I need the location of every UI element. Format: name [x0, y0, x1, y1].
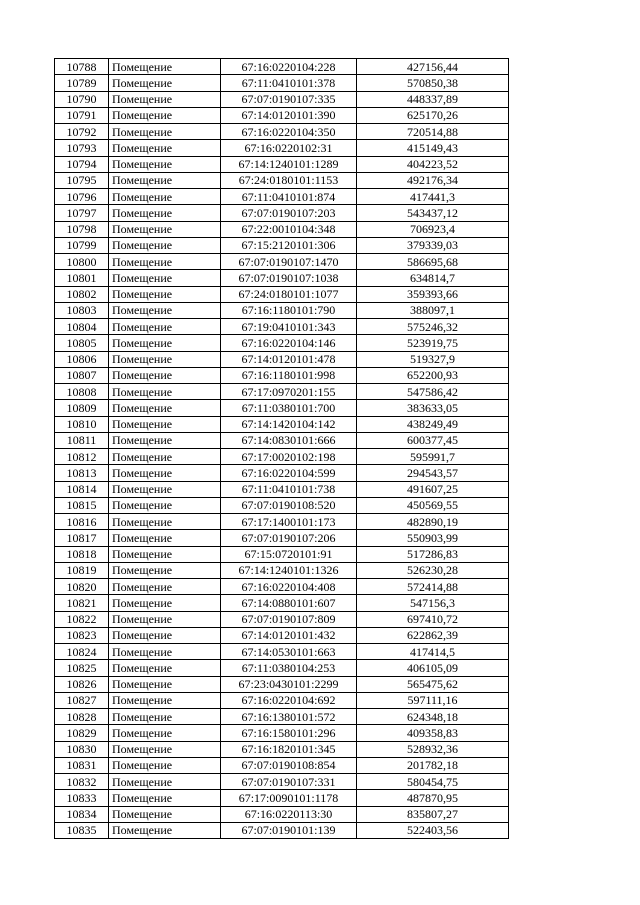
table-row	[55, 579, 509, 595]
object-type-cell: Помещение	[109, 611, 221, 627]
cadastral-value-cell: 427156,44	[357, 59, 509, 75]
object-type-cell: Помещение	[109, 449, 221, 465]
cadastral-value-cell: 201782,18	[357, 757, 509, 773]
object-type-cell: Помещение	[109, 351, 221, 367]
row-number-cell: 10796	[55, 189, 109, 205]
row-number-cell: 10806	[55, 351, 109, 367]
cadastral-value-cell: 404223,52	[357, 156, 509, 172]
object-type-cell: Помещение	[109, 416, 221, 432]
cadastral-value-cell: 379339,03	[357, 237, 509, 253]
cadastral-number-cell: 67:17:0970201:155	[221, 384, 357, 400]
table-row	[55, 367, 509, 383]
cadastral-number-cell: 67:16:0220113:30	[221, 806, 357, 822]
table-row	[55, 757, 509, 773]
row-number-cell: 10805	[55, 335, 109, 351]
cadastral-value-cell: 448337,89	[357, 91, 509, 107]
object-type-cell: Помещение	[109, 514, 221, 530]
cadastral-value-cell: 482890,19	[357, 514, 509, 530]
cadastral-value-cell: 597111,16	[357, 692, 509, 708]
object-type-cell: Помещение	[109, 384, 221, 400]
cadastral-number-cell: 67:16:1180101:998	[221, 367, 357, 383]
table-row	[55, 221, 509, 237]
cadastral-number-cell: 67:14:0120101:390	[221, 107, 357, 123]
row-number-cell: 10791	[55, 107, 109, 123]
object-type-cell: Помещение	[109, 124, 221, 140]
row-number-cell: 10804	[55, 319, 109, 335]
cadastral-value-cell: 575246,32	[357, 319, 509, 335]
object-type-cell: Помещение	[109, 774, 221, 790]
row-number-cell: 10822	[55, 611, 109, 627]
table-row	[55, 400, 509, 416]
table-row	[55, 644, 509, 660]
object-type-cell: Помещение	[109, 432, 221, 448]
row-number-cell: 10792	[55, 124, 109, 140]
table-row	[55, 692, 509, 708]
table-row	[55, 270, 509, 286]
cadastral-number-cell: 67:07:0190108:520	[221, 497, 357, 513]
row-number-cell: 10798	[55, 221, 109, 237]
table-row	[55, 497, 509, 513]
cadastral-number-cell: 67:16:0220104:408	[221, 579, 357, 595]
cadastral-number-cell: 67:22:0010104:348	[221, 221, 357, 237]
table-row	[55, 546, 509, 562]
row-number-cell: 10799	[55, 237, 109, 253]
row-number-cell: 10794	[55, 156, 109, 172]
object-type-cell: Помещение	[109, 627, 221, 643]
cadastral-number-cell: 67:07:0190107:206	[221, 530, 357, 546]
row-number-cell: 10824	[55, 644, 109, 660]
object-type-cell: Помещение	[109, 319, 221, 335]
table-row	[55, 481, 509, 497]
object-type-cell: Помещение	[109, 156, 221, 172]
row-number-cell: 10817	[55, 530, 109, 546]
row-number-cell: 10801	[55, 270, 109, 286]
cadastral-number-cell: 67:11:0380104:253	[221, 660, 357, 676]
object-type-cell: Помещение	[109, 644, 221, 660]
cadastral-value-cell: 652200,93	[357, 367, 509, 383]
cadastral-number-cell: 67:16:0220104:228	[221, 59, 357, 75]
cadastral-number-cell: 67:07:0190101:139	[221, 822, 357, 838]
cadastral-number-cell: 67:16:0220104:692	[221, 692, 357, 708]
object-type-cell: Помещение	[109, 822, 221, 838]
table-row	[55, 741, 509, 757]
row-number-cell: 10802	[55, 286, 109, 302]
cadastral-value-cell: 522403,56	[357, 822, 509, 838]
table-row	[55, 75, 509, 91]
cadastral-number-cell: 67:07:0190107:331	[221, 774, 357, 790]
table-row	[55, 774, 509, 790]
row-number-cell: 10819	[55, 562, 109, 578]
cadastral-value-cell: 517286,83	[357, 546, 509, 562]
object-type-cell: Помещение	[109, 481, 221, 497]
row-number-cell: 10825	[55, 660, 109, 676]
object-type-cell: Помещение	[109, 254, 221, 270]
cadastral-value-cell: 550903,99	[357, 530, 509, 546]
table-row	[55, 140, 509, 156]
cadastral-value-cell: 528932,36	[357, 741, 509, 757]
object-type-cell: Помещение	[109, 660, 221, 676]
object-type-cell: Помещение	[109, 546, 221, 562]
cadastral-value-cell: 835807,27	[357, 806, 509, 822]
cadastral-number-cell: 67:07:0190107:809	[221, 611, 357, 627]
table-row	[55, 676, 509, 692]
table-row	[55, 107, 509, 123]
cadastral-value-cell: 625170,26	[357, 107, 509, 123]
cadastral-value-cell: 492176,34	[357, 172, 509, 188]
table-row	[55, 351, 509, 367]
table-row	[55, 59, 509, 75]
object-type-cell: Помещение	[109, 530, 221, 546]
row-number-cell: 10807	[55, 367, 109, 383]
row-number-cell: 10808	[55, 384, 109, 400]
cadastral-value-cell: 572414,88	[357, 579, 509, 595]
registry-table-body	[55, 59, 509, 839]
table-row	[55, 172, 509, 188]
cadastral-value-cell: 487870,95	[357, 790, 509, 806]
row-number-cell: 10810	[55, 416, 109, 432]
cadastral-number-cell: 67:14:0120101:478	[221, 351, 357, 367]
table-row	[55, 91, 509, 107]
row-number-cell: 10834	[55, 806, 109, 822]
object-type-cell: Помещение	[109, 221, 221, 237]
row-number-cell: 10800	[55, 254, 109, 270]
cadastral-number-cell: 67:16:1820101:345	[221, 741, 357, 757]
object-type-cell: Помещение	[109, 59, 221, 75]
cadastral-value-cell: 438249,49	[357, 416, 509, 432]
cadastral-value-cell: 697410,72	[357, 611, 509, 627]
object-type-cell: Помещение	[109, 725, 221, 741]
table-row	[55, 806, 509, 822]
cadastral-number-cell: 67:17:0020102:198	[221, 449, 357, 465]
cadastral-number-cell: 67:07:0190108:854	[221, 757, 357, 773]
cadastral-value-cell: 565475,62	[357, 676, 509, 692]
object-type-cell: Помещение	[109, 237, 221, 253]
cadastral-value-cell: 526230,28	[357, 562, 509, 578]
cadastral-value-cell: 294543,57	[357, 465, 509, 481]
object-type-cell: Помещение	[109, 91, 221, 107]
table-row	[55, 449, 509, 465]
cadastral-value-cell: 547586,42	[357, 384, 509, 400]
cadastral-number-cell: 67:11:0410101:874	[221, 189, 357, 205]
table-row	[55, 237, 509, 253]
cadastral-number-cell: 67:14:0830101:666	[221, 432, 357, 448]
cadastral-number-cell: 67:14:1240101:1326	[221, 562, 357, 578]
object-type-cell: Помещение	[109, 579, 221, 595]
object-type-cell: Помещение	[109, 806, 221, 822]
table-row	[55, 725, 509, 741]
table-row	[55, 562, 509, 578]
row-number-cell: 10829	[55, 725, 109, 741]
row-number-cell: 10795	[55, 172, 109, 188]
cadastral-value-cell: 359393,66	[357, 286, 509, 302]
row-number-cell: 10818	[55, 546, 109, 562]
object-type-cell: Помещение	[109, 595, 221, 611]
cadastral-number-cell: 67:24:0180101:1077	[221, 286, 357, 302]
object-type-cell: Помещение	[109, 205, 221, 221]
row-number-cell: 10830	[55, 741, 109, 757]
table-row	[55, 465, 509, 481]
row-number-cell: 10828	[55, 709, 109, 725]
object-type-cell: Помещение	[109, 741, 221, 757]
object-type-cell: Помещение	[109, 286, 221, 302]
cadastral-value-cell: 519327,9	[357, 351, 509, 367]
row-number-cell: 10813	[55, 465, 109, 481]
table-row	[55, 319, 509, 335]
row-number-cell: 10820	[55, 579, 109, 595]
cadastral-number-cell: 67:16:1180101:790	[221, 302, 357, 318]
row-number-cell: 10811	[55, 432, 109, 448]
cadastral-value-cell: 570850,38	[357, 75, 509, 91]
row-number-cell: 10831	[55, 757, 109, 773]
row-number-cell: 10815	[55, 497, 109, 513]
cadastral-value-cell: 417414,5	[357, 644, 509, 660]
cadastral-number-cell: 67:23:0430101:2299	[221, 676, 357, 692]
object-type-cell: Помещение	[109, 140, 221, 156]
object-type-cell: Помещение	[109, 790, 221, 806]
table-row	[55, 416, 509, 432]
cadastral-number-cell: 67:15:2120101:306	[221, 237, 357, 253]
cadastral-number-cell: 67:17:1400101:173	[221, 514, 357, 530]
cadastral-number-cell: 67:19:0410101:343	[221, 319, 357, 335]
cadastral-number-cell: 67:16:0220104:350	[221, 124, 357, 140]
row-number-cell: 10797	[55, 205, 109, 221]
object-type-cell: Помещение	[109, 562, 221, 578]
row-number-cell: 10812	[55, 449, 109, 465]
row-number-cell: 10823	[55, 627, 109, 643]
row-number-cell: 10827	[55, 692, 109, 708]
cadastral-value-cell: 417441,3	[357, 189, 509, 205]
object-type-cell: Помещение	[109, 676, 221, 692]
object-type-cell: Помещение	[109, 400, 221, 416]
table-row	[55, 595, 509, 611]
cadastral-value-cell: 409358,83	[357, 725, 509, 741]
cadastral-number-cell: 67:14:1240101:1289	[221, 156, 357, 172]
table-row	[55, 627, 509, 643]
object-type-cell: Помещение	[109, 692, 221, 708]
table-row	[55, 254, 509, 270]
object-type-cell: Помещение	[109, 335, 221, 351]
cadastral-value-cell: 600377,45	[357, 432, 509, 448]
cadastral-number-cell: 67:07:0190107:1470	[221, 254, 357, 270]
object-type-cell: Помещение	[109, 367, 221, 383]
cadastral-number-cell: 67:14:1420104:142	[221, 416, 357, 432]
cadastral-value-cell: 706923,4	[357, 221, 509, 237]
cadastral-value-cell: 580454,75	[357, 774, 509, 790]
row-number-cell: 10793	[55, 140, 109, 156]
cadastral-number-cell: 67:07:0190107:335	[221, 91, 357, 107]
row-number-cell: 10816	[55, 514, 109, 530]
object-type-cell: Помещение	[109, 189, 221, 205]
row-number-cell: 10826	[55, 676, 109, 692]
cadastral-number-cell: 67:24:0180101:1153	[221, 172, 357, 188]
table-row	[55, 660, 509, 676]
cadastral-number-cell: 67:07:0190107:1038	[221, 270, 357, 286]
row-number-cell: 10803	[55, 302, 109, 318]
row-number-cell: 10832	[55, 774, 109, 790]
cadastral-number-cell: 67:16:0220104:599	[221, 465, 357, 481]
cadastral-value-cell: 406105,09	[357, 660, 509, 676]
cadastral-value-cell: 543437,12	[357, 205, 509, 221]
table-row	[55, 709, 509, 725]
cadastral-number-cell: 67:17:0090101:1178	[221, 790, 357, 806]
cadastral-number-cell: 67:11:0380101:700	[221, 400, 357, 416]
object-type-cell: Помещение	[109, 75, 221, 91]
cadastral-value-cell: 450569,55	[357, 497, 509, 513]
row-number-cell: 10835	[55, 822, 109, 838]
cadastral-value-cell: 634814,7	[357, 270, 509, 286]
row-number-cell: 10833	[55, 790, 109, 806]
table-row	[55, 611, 509, 627]
cadastral-value-cell: 586695,68	[357, 254, 509, 270]
row-number-cell: 10790	[55, 91, 109, 107]
cadastral-value-cell: 388097,1	[357, 302, 509, 318]
cadastral-value-cell: 523919,75	[357, 335, 509, 351]
table-row	[55, 302, 509, 318]
cadastral-value-cell: 624348,18	[357, 709, 509, 725]
cadastral-number-cell: 67:14:0120101:432	[221, 627, 357, 643]
cadastral-value-cell: 595991,7	[357, 449, 509, 465]
cadastral-value-cell: 622862,39	[357, 627, 509, 643]
cadastral-number-cell: 67:11:0410101:378	[221, 75, 357, 91]
table-row	[55, 205, 509, 221]
cadastral-number-cell: 67:07:0190107:203	[221, 205, 357, 221]
cadastral-value-cell: 383633,05	[357, 400, 509, 416]
cadastral-number-cell: 67:14:0880101:607	[221, 595, 357, 611]
cadastral-number-cell: 67:14:0530101:663	[221, 644, 357, 660]
object-type-cell: Помещение	[109, 302, 221, 318]
cadastral-value-cell: 547156,3	[357, 595, 509, 611]
table-row	[55, 189, 509, 205]
cadastral-value-cell: 491607,25	[357, 481, 509, 497]
cadastral-number-cell: 67:15:0720101:91	[221, 546, 357, 562]
object-type-cell: Помещение	[109, 270, 221, 286]
table-row	[55, 530, 509, 546]
cadastral-number-cell: 67:16:1580101:296	[221, 725, 357, 741]
object-type-cell: Помещение	[109, 172, 221, 188]
table-row	[55, 790, 509, 806]
row-number-cell: 10809	[55, 400, 109, 416]
row-number-cell: 10788	[55, 59, 109, 75]
table-row	[55, 822, 509, 838]
cadastral-number-cell: 67:16:0220102:31	[221, 140, 357, 156]
table-row	[55, 514, 509, 530]
table-row	[55, 124, 509, 140]
cadastral-number-cell: 67:16:0220104:146	[221, 335, 357, 351]
table-row	[55, 286, 509, 302]
object-type-cell: Помещение	[109, 465, 221, 481]
table-row	[55, 432, 509, 448]
row-number-cell: 10789	[55, 75, 109, 91]
table-row	[55, 156, 509, 172]
cadastral-value-cell: 415149,43	[357, 140, 509, 156]
cadastral-value-cell: 720514,88	[357, 124, 509, 140]
cadastral-number-cell: 67:16:1380101:572	[221, 709, 357, 725]
object-type-cell: Помещение	[109, 107, 221, 123]
object-type-cell: Помещение	[109, 757, 221, 773]
table-row	[55, 335, 509, 351]
object-type-cell: Помещение	[109, 709, 221, 725]
table-row	[55, 384, 509, 400]
row-number-cell: 10814	[55, 481, 109, 497]
row-number-cell: 10821	[55, 595, 109, 611]
cadastral-number-cell: 67:11:0410101:738	[221, 481, 357, 497]
object-type-cell: Помещение	[109, 497, 221, 513]
registry-table	[54, 58, 509, 839]
